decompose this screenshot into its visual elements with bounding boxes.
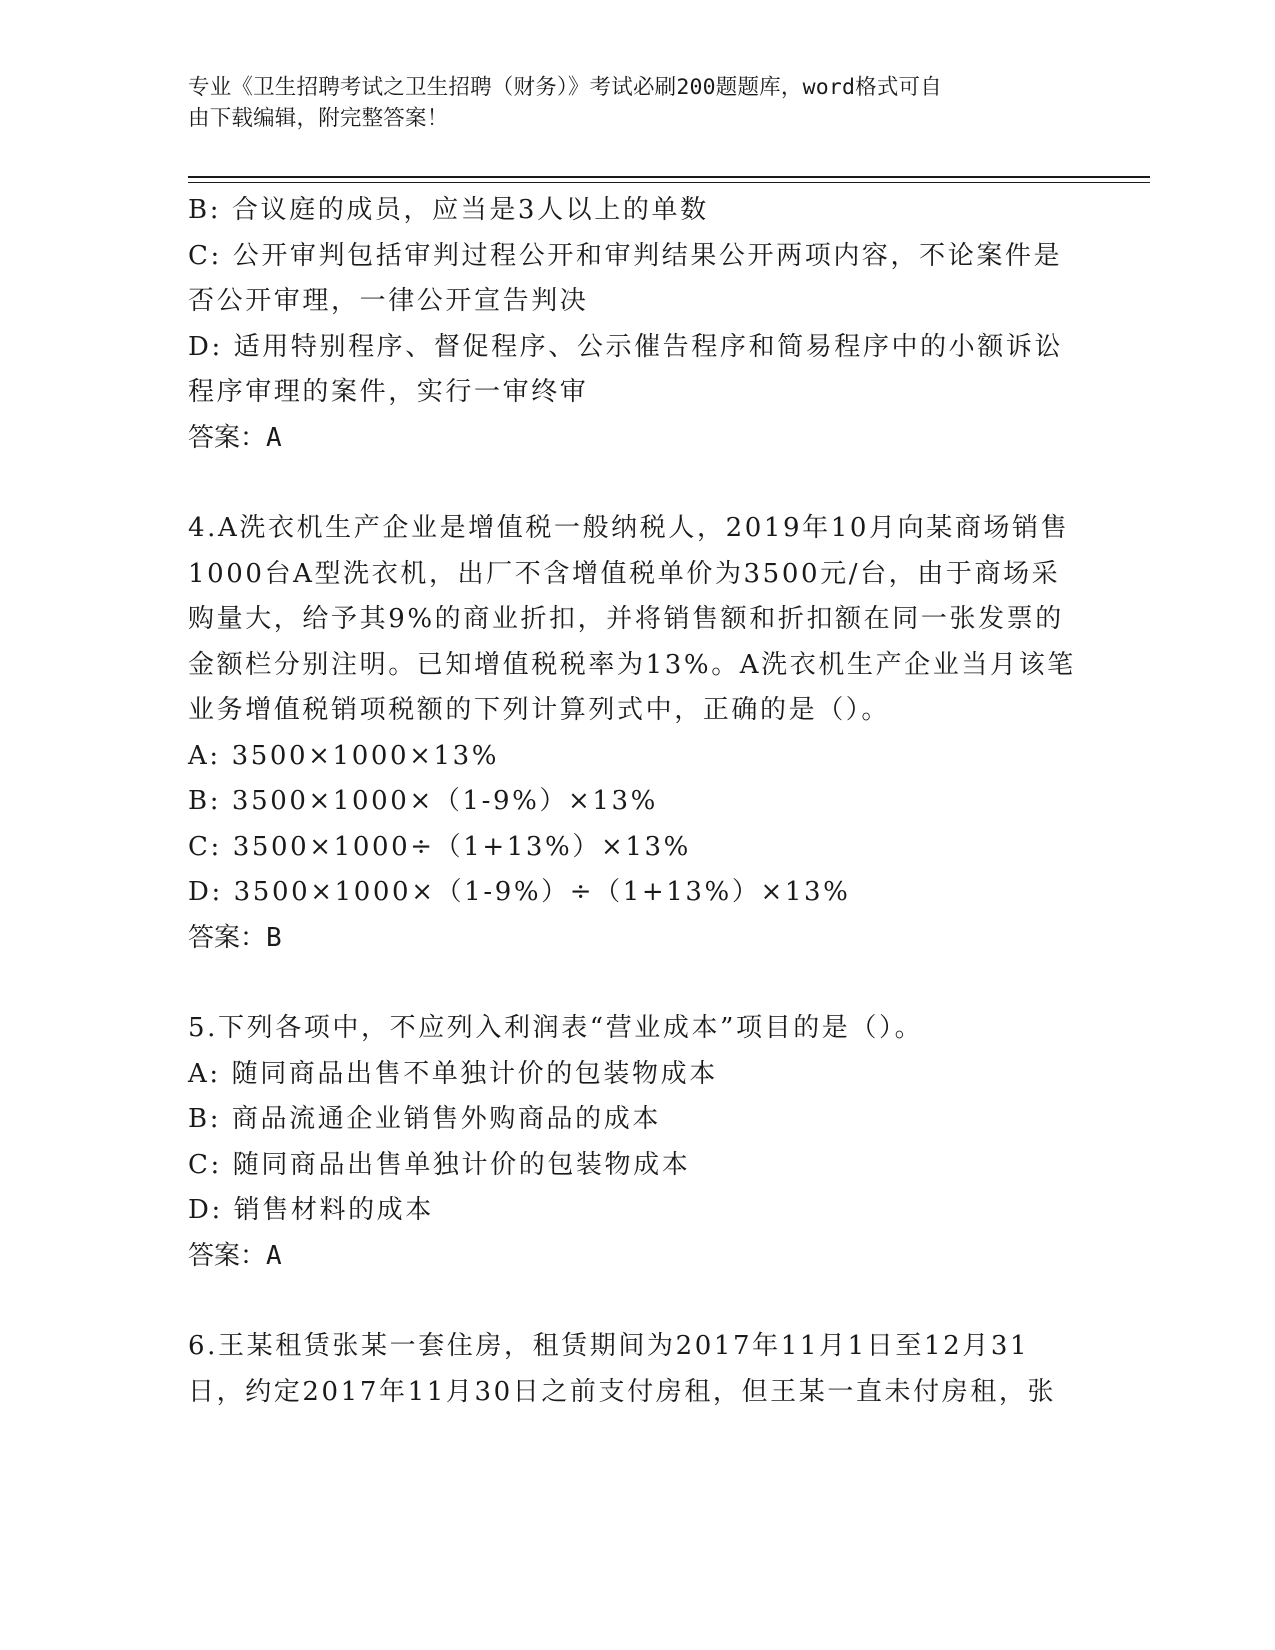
- q5-answer: 答案：A: [188, 1240, 282, 1271]
- q5-option-c: C: 随同商品出售单独计价的包装物成本: [188, 1149, 691, 1180]
- q5-stem: 5.下列各项中，不应列入利润表“营业成本”项目的是（）。: [188, 1013, 924, 1043]
- header-title-line-2: 由下载编辑，附完整答案！: [188, 106, 449, 131]
- question-content: [188, 188, 1078, 1415]
- spacer: [188, 461, 1078, 506]
- q3-option-c-line-2: 否公开审理，一律公开宣告判决: [188, 286, 589, 316]
- spacer: [188, 961, 1078, 1006]
- q6-stem-line-2: 日，约定2017年11月30日之前支付房租，但王某一直未付房租，张: [188, 1376, 1057, 1407]
- header-divider-thin: [188, 182, 1150, 183]
- q6-stem-line-1: 6.王某租赁张某一套住房，租赁期间为2017年11月1日至12月31: [188, 1331, 1030, 1361]
- q5-option-b: B: 商品流通企业销售外购商品的成本: [188, 1104, 661, 1134]
- header-title-line-1: 专业《卫生招聘考试之卫生招聘（财务）》考试必刷200题题库，word格式可自: [188, 75, 942, 100]
- q3-answer: 答案：A: [188, 422, 282, 453]
- q4-option-b: B: 3500×1000×（1-9%）×13%: [188, 786, 658, 816]
- question-6-block: [188, 1324, 1078, 1415]
- q3-option-d-line-1: D: 适用特别程序、督促程序、公示催告程序和简易程序中的小额诉讼: [188, 331, 1064, 362]
- q3-option-c-line-1: C: 公开审判包括审判过程公开和审判结果公开两项内容，不论案件是: [188, 240, 1063, 271]
- header-divider-thick: [188, 176, 1150, 178]
- q4-stem-line-3: 购量大，给予其9%的商业折扣，并将销售额和折扣额在同一张发票的: [188, 604, 1064, 634]
- q4-option-c: C: 3500×1000÷（1+13%）×13%: [188, 831, 691, 862]
- q5-option-d: D: 销售材料的成本: [188, 1195, 434, 1225]
- q4-option-a: A: 3500×1000×13%: [188, 740, 500, 771]
- q3-option-d-line-2: 程序审理的案件，实行一审终审: [188, 377, 589, 407]
- q4-stem-line-2: 1000台A型洗衣机，出厂不含增值税单价为3500元/台，由于商场采: [188, 558, 1061, 589]
- q3-option-b: B: 合议庭的成员，应当是3人以上的单数: [188, 195, 709, 225]
- q5-option-a: A: 随同商品出售不单独计价的包装物成本: [188, 1058, 718, 1089]
- q4-answer: 答案：B: [188, 922, 282, 953]
- page-header: [188, 72, 1068, 134]
- q4-stem-line-5: 业务增值税销项税额的下列计算列式中，正确的是（）。: [188, 695, 891, 725]
- question-3-block: [188, 188, 1078, 461]
- spacer: [188, 1279, 1078, 1324]
- question-4-block: [188, 506, 1078, 961]
- question-5-block: [188, 1006, 1078, 1279]
- q4-stem-line-4: 金额栏分别注明。已知增值税税率为13%。A洗衣机生产企业当月该笔: [188, 649, 1076, 680]
- q4-option-d: D: 3500×1000×（1-9%）÷（1+13%）×13%: [188, 877, 851, 907]
- q4-stem-line-1: 4.A洗衣机生产企业是增值税一般纳税人，2019年10月向某商场销售: [188, 513, 1070, 543]
